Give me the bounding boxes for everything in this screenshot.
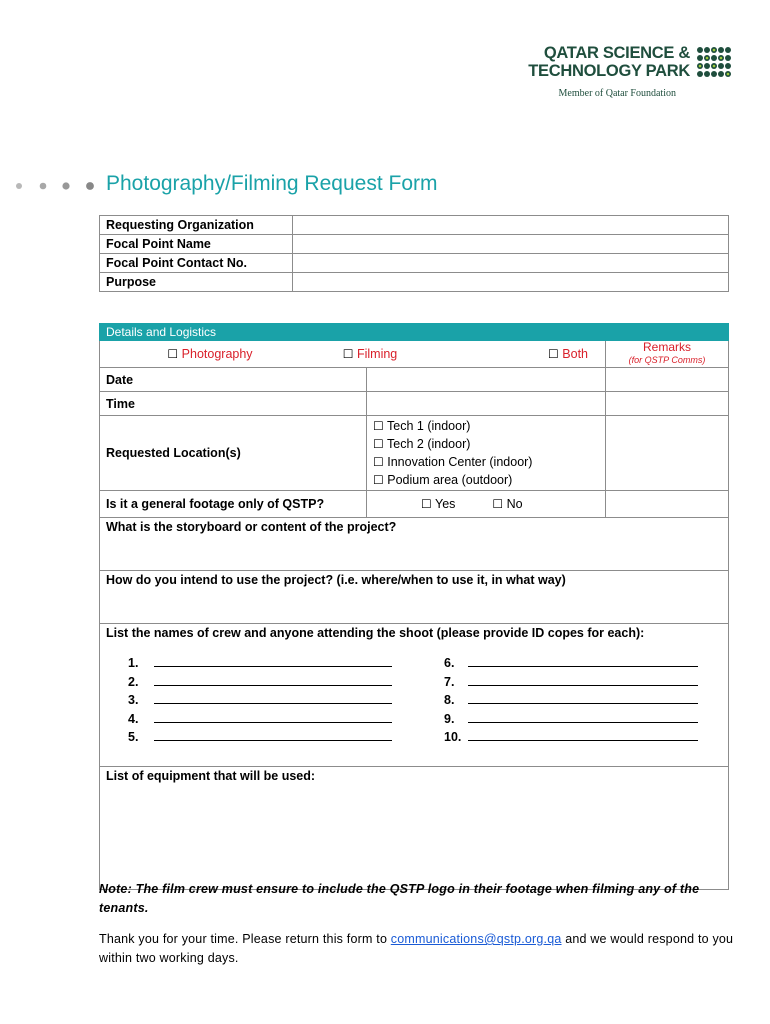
location-remarks[interactable] [606, 416, 729, 491]
general-footage-label: Is it a general footage only of QSTP? [100, 491, 367, 518]
yes-label: Yes [435, 497, 456, 511]
remarks-subtitle: (for QSTP Comms) [628, 355, 706, 365]
general-footage-remarks[interactable] [606, 491, 729, 518]
date-field[interactable] [367, 368, 606, 392]
usage-question: How do you intend to use the project? (i.e. where/when to use it, in what way) [106, 573, 566, 587]
purpose-label: Purpose [100, 273, 293, 292]
location-option[interactable]: ☐ Innovation Center (indoor) [373, 455, 533, 469]
crew-line[interactable]: 1. [128, 654, 392, 673]
crew-line[interactable]: 2. [128, 673, 392, 692]
thanks-text: Thank you for your time. Please return this form to communications@qstp.org.qa and we would respond to you within two working days. [99, 932, 734, 965]
location-label: Requested Location(s) [100, 416, 367, 491]
details-header: Details and Logistics [100, 324, 729, 341]
type-options-cell [100, 341, 606, 368]
usage-field[interactable] [100, 571, 729, 624]
logo-dots-icon [696, 46, 732, 80]
filming-label: Filming [356, 347, 398, 361]
org-field[interactable] [293, 216, 729, 235]
both-checkbox[interactable]: ☐ [548, 347, 559, 361]
email-link[interactable]: communications@qstp.org.qa [390, 932, 562, 946]
note-text: Note: The film crew must ensure to include the QSTP logo in their footage when filming any of the tenants. [99, 882, 700, 915]
focal-contact-label: Focal Point Contact No. [100, 254, 293, 273]
date-label: Date [100, 368, 367, 392]
remarks-title: Remarks [642, 340, 691, 354]
location-option[interactable]: ☐ Tech 1 (indoor) [373, 419, 471, 433]
crew-line[interactable]: 4. [128, 710, 392, 729]
qstp-logo [500, 44, 732, 102]
crew-line[interactable]: 5. [128, 728, 392, 747]
focal-name-field[interactable] [293, 235, 729, 254]
time-field[interactable] [367, 392, 606, 416]
logo-line-1: QATAR SCIENCE & [543, 44, 690, 62]
organization-table [99, 215, 729, 292]
crew-field [100, 624, 729, 767]
time-label: Time [100, 392, 367, 416]
focal-name-label: Focal Point Name [100, 235, 293, 254]
storyboard-question: What is the storyboard or content of the project? [106, 520, 397, 534]
crew-line[interactable]: 9. [444, 710, 698, 729]
purpose-field[interactable] [293, 273, 729, 292]
logo-line-2: TECHNOLOGY PARK [528, 62, 690, 80]
location-option[interactable]: ☐ Podium area (outdoor) [373, 473, 513, 487]
filming-checkbox[interactable]: ☐ [342, 347, 354, 361]
crew-line[interactable]: 3. [128, 691, 392, 710]
remarks-header [606, 341, 729, 368]
checkbox-icon[interactable]: ☐ [373, 419, 384, 433]
equipment-question: List of equipment that will be used: [106, 769, 316, 783]
checkbox-icon[interactable]: ☐ [373, 455, 384, 469]
location-option[interactable]: ☐ Tech 2 (indoor) [373, 437, 471, 451]
equipment-field[interactable] [100, 767, 729, 890]
no-checkbox[interactable]: ☐ [492, 497, 504, 511]
location-options [367, 416, 606, 491]
yes-checkbox[interactable]: ☐ [421, 497, 432, 511]
storyboard-field[interactable] [100, 518, 729, 571]
date-remarks[interactable] [606, 368, 729, 392]
both-label: Both [562, 347, 588, 361]
time-remarks[interactable] [606, 392, 729, 416]
crew-line[interactable]: 8. [444, 691, 698, 710]
crew-question: List the names of crew and anyone attending the shoot (please provide ID copes for each): [106, 626, 645, 640]
logo-member-text: Member of Qatar Foundation [558, 88, 676, 99]
focal-contact-field[interactable] [293, 254, 729, 273]
checkbox-icon[interactable]: ☐ [373, 437, 384, 451]
photography-checkbox[interactable]: ☐ [167, 347, 179, 361]
page-title: Photography/Filming Request Form [106, 172, 438, 195]
crew-line[interactable]: 7. [444, 673, 698, 692]
decorative-dots-icon [14, 181, 98, 191]
no-label: No [506, 497, 523, 511]
crew-list [106, 640, 728, 766]
details-table [99, 323, 729, 890]
org-label: Requesting Organization [100, 216, 293, 235]
general-footage-options [367, 491, 606, 518]
crew-line[interactable]: 6. [444, 654, 698, 673]
crew-line[interactable]: 10. [444, 728, 698, 747]
photography-label: Photography [181, 347, 253, 361]
checkbox-icon[interactable]: ☐ [373, 473, 384, 487]
